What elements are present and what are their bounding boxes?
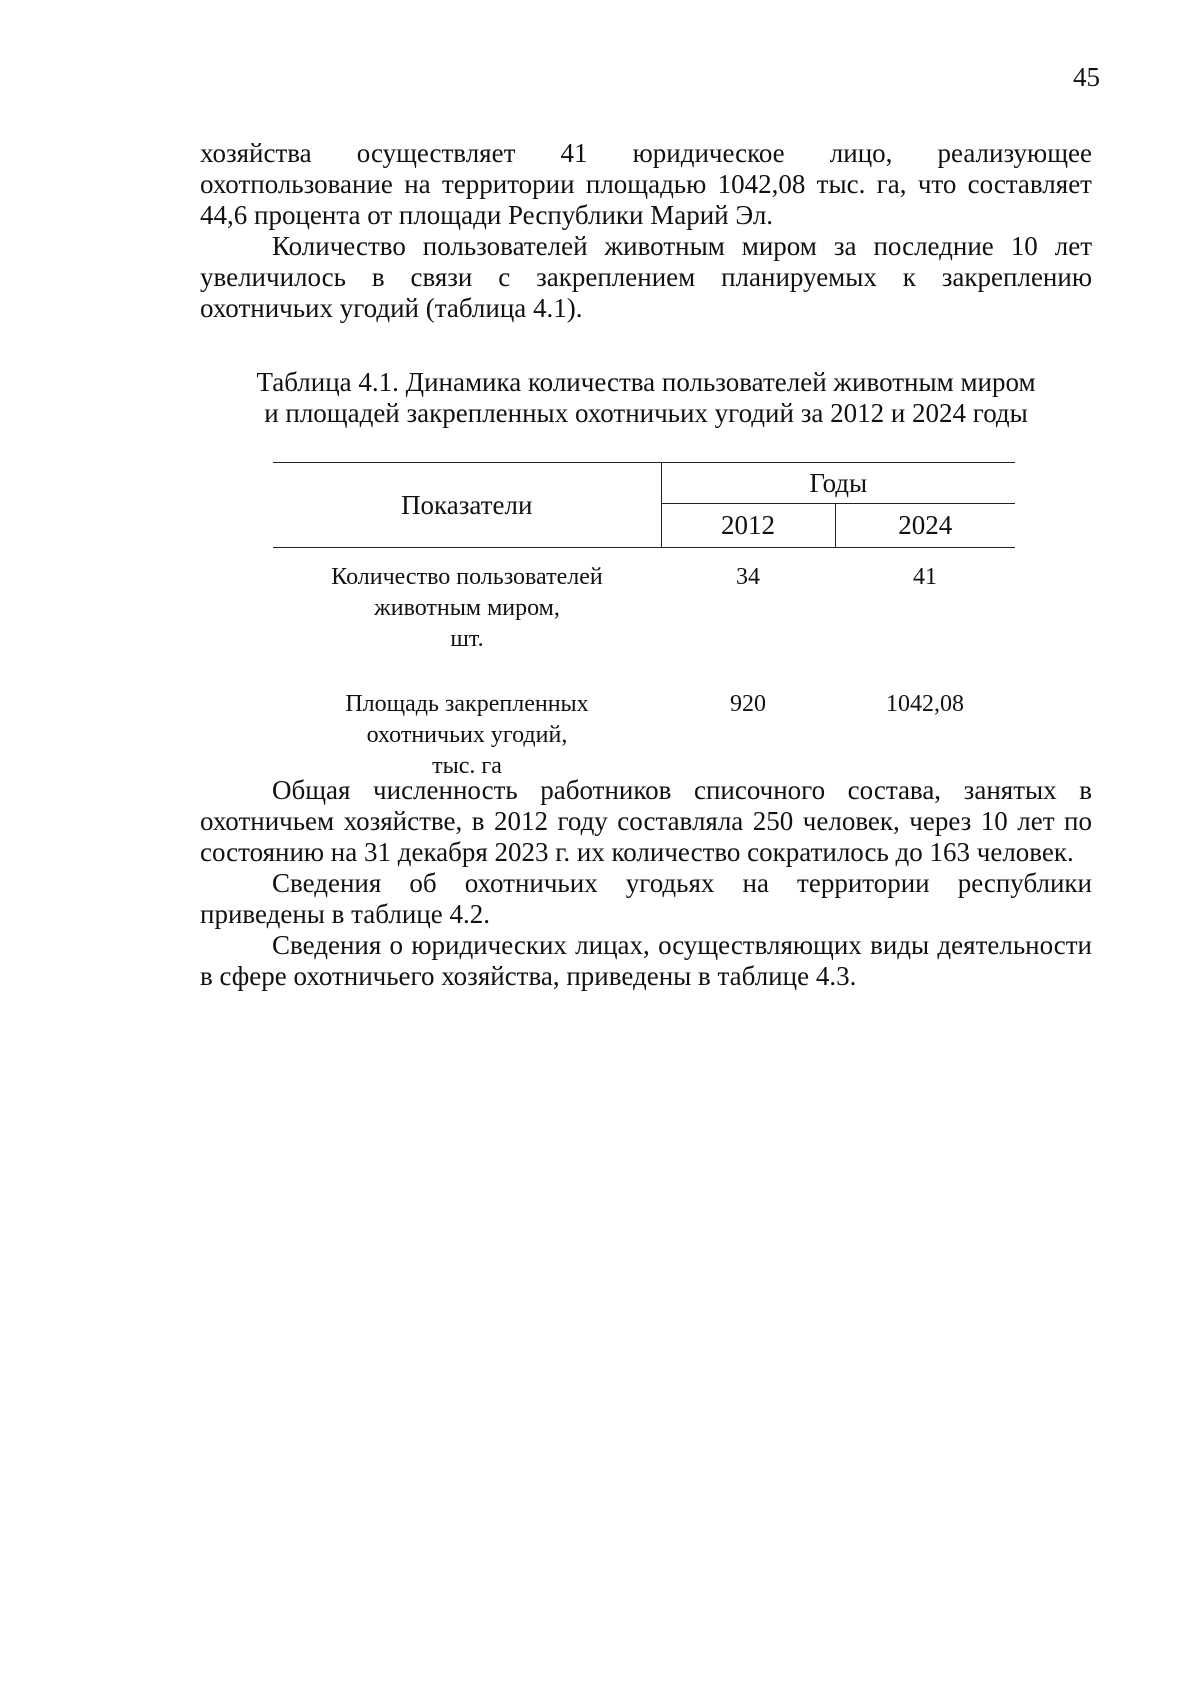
label-line: охотничьих угодий, <box>366 722 568 748</box>
table-caption-line-1: Таблица 4.1. Динамика количества пользователей животным миром <box>256 367 1036 397</box>
data-table <box>273 462 1015 782</box>
label-line: Площадь закрепленных <box>345 691 589 717</box>
intro-paragraph-continuation: хозяйства осуществляет 41 юридическое лицо, реализующее охотпользование на территории площадью 1042,08 тыс. га, что составляет 44,6 процента от площади Республики Марий Эл. <box>200 138 1092 230</box>
outro-paragraph-grounds: Сведения об охотничьих угодьях на территории республики приведены в таблице 4.2. <box>200 868 1092 929</box>
outro-paragraph-staff: Общая численность работников списочного состава, занятых в охотничьем хозяйстве, в 2012 году составляла 250 человек, через 10 лет по состоянию на 31 декабря 2023 г. их количество сократилось до 163 человек. <box>200 775 1092 867</box>
label-line: тыс. га <box>432 753 502 779</box>
intro-text <box>200 138 1092 324</box>
row-label-area <box>273 675 661 782</box>
table-row <box>273 548 1015 676</box>
outro-paragraph-entities: Сведения о юридических лицах, осуществляющих виды деятельности в сфере охотничьего хозяйства, приведены в таблице 4.3. <box>200 930 1092 991</box>
header-year-2012: 2012 <box>661 504 835 548</box>
header-years: Годы <box>661 463 1015 504</box>
intro-paragraph-users: Количество пользователей животным миром за последние 10 лет увеличилось в связи с закреплением планируемых к закреплению охотничьих угодий (таблица 4.1). <box>200 231 1092 323</box>
outro-text <box>200 775 1092 992</box>
page-number: 45 <box>1073 62 1100 92</box>
table-row <box>273 675 1015 782</box>
table-caption-line-2: и площадей закрепленных охотничьих угодий за 2012 и 2024 годы <box>264 398 1028 428</box>
value-area-2024: 1042,08 <box>886 691 964 717</box>
row-label-users <box>273 548 661 676</box>
value-users-2024: 41 <box>913 564 937 590</box>
data-table-container <box>273 462 1015 782</box>
label-line: животным миром, <box>374 595 560 621</box>
value-users-2012: 34 <box>736 564 760 590</box>
header-year-2024: 2024 <box>835 504 1015 548</box>
value-area-2012: 920 <box>730 691 766 717</box>
header-indicators: Показатели <box>273 463 661 548</box>
label-line: Количество пользователей <box>331 564 603 590</box>
table-caption <box>200 367 1092 429</box>
label-line: шт. <box>450 626 484 652</box>
